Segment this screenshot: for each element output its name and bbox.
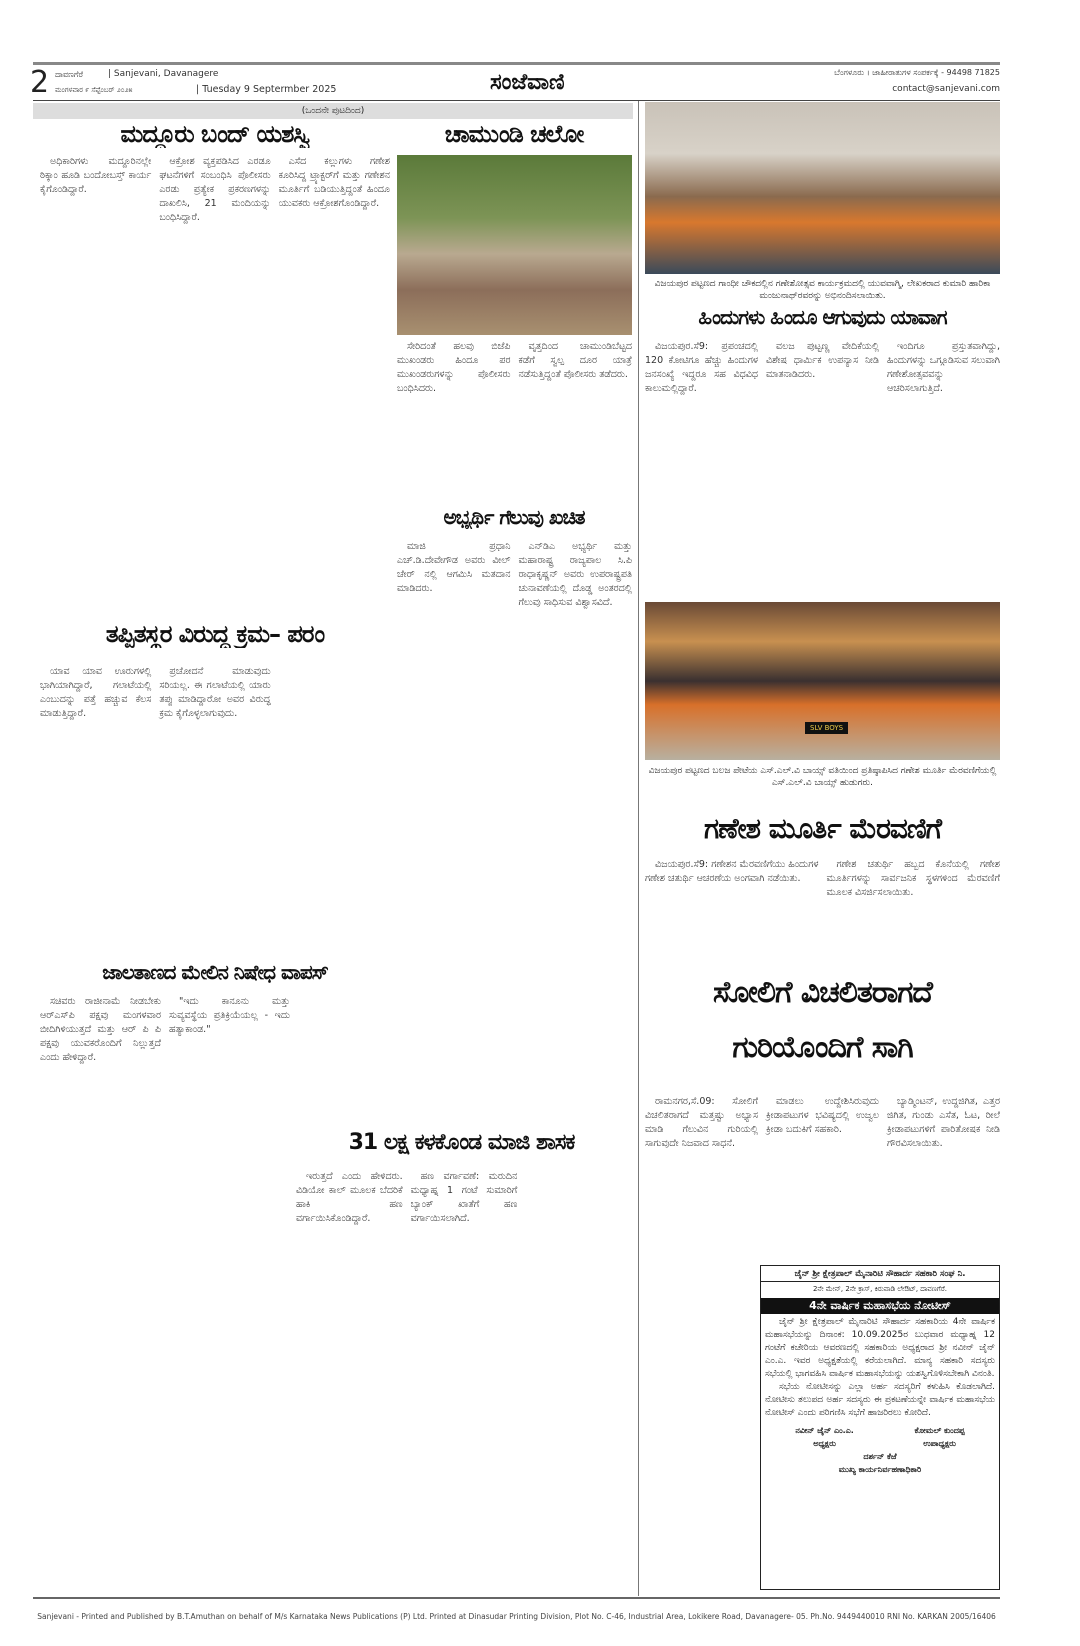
footer-rule (33, 1597, 1000, 1599)
notice-body-1: ಜೈನ್ ಶ್ರೀ ಕ್ಷೇತ್ರಪಾಲ್ ಮೈನಾರಿಟಿ ಸೌಹಾರ್ದ ಸಹಕಾರಿಯ 4ನೇ ವಾರ್ಷಿಕ ಮಹಾಸಭೆಯನ್ನು ದಿನಾಂಕ: 10.09.2025ರ ಬುಧವಾರ ಮಧ್ಯಾಹ್ನ 12 ಗಂಟೆಗೆ ಕಚೇರಿಯ ಆವರಣದಲ್ಲಿ ಸಹಕಾರಿಯ ಅಧ್ಯಕ್ಷರಾದ ಶ್ರೀ ನವೀನ್ ಜೈನ್ ಎಂ.ಎ. ಇವರ ಅಧ್ಯಕ್ಷತೆಯಲ್ಲಿ ಕರೆಯಲಾಗಿದೆ. ಮಾನ್ಯ ಸಹಕಾರಿ ಸದಸ್ಯರು ಸಭೆಯಲ್ಲಿ ಭಾಗವಹಿಸಿ ವಾರ್ಷಿಕ ಮಹಾಸಭೆಯನ್ನು ಯಶಸ್ವಿಗೊಳಿಸಬೇಕಾಗಿ ವಿನಂತಿ. (765, 1317, 995, 1379)
photo-caption-ganesha: ವಿಜಯಪುರ ಪಟ್ಟಣದ ಬಲಜ ಪೇಟೆಯ ಎಸ್.ಎಲ್.ವಿ ಬಾಯ್ಸ್ ವತಿಯಿಂದ ಪ್ರತಿಷ್ಠಾಪಿಸಿದ ಗಣೇಶ ಮೂರ್ತಿ ಮೆರವಣಿಗೆಯಲ್ಲಿ ಎಸ್.ಎಲ್.ವಿ ಬಾಯ್ಸ್ ಹುಡುಗರು. (648, 766, 997, 788)
photo-caption-hindu: ವಿಜಯಪುರ ಪಟ್ಟಣದ ಗಾಂಧೀ ಚೌಕದಲ್ಲಿನ ಗಣೇಶೋತ್ಸವ ಕಾರ್ಯಕ್ರಮದಲ್ಲಿ ಯುವವಾಗ್ಮಿ, ಲೇಖಕರಾದ ಕುಮಾರಿ ಹಾರಿಕಾ ಮಂಜುನಾಥ್‌ರವರನ್ನು ಅಭಿನಂದಿಸಲಾಯಿತು. (654, 279, 991, 301)
date-en: | Tuesday 9 Septermber 2025 (196, 84, 337, 95)
paragraph: ಇಂದಿಗೂ ಪ್ರಸ್ತುತವಾಗಿದ್ದು, ಹಿಂದುಗಳನ್ನು ಒಗ್ಗೂಡಿಸುವ ಸಲುವಾಗಿ ಗಣೇಶೋತ್ಸವವನ್ನು ಆಚರಿಸಲಾಗುತ್ತಿದೆ. (887, 341, 1000, 394)
paragraph: ವಿಜಯಪುರ.ಸೆ9: ಪ್ರಪಂಚದಲ್ಲಿ 120 ಕೋಟಿಗೂ ಹೆಚ್ಚು ಹಿಂದುಗಳ ಜನಸಂಖ್ಯೆ ಇದ್ದರೂ ಸಹ ವಿಧವಿಧ ಕಾಲುಮಲ್ಲಿದ್ದಾರೆ. (645, 341, 758, 394)
paragraph: ಬ್ಯಾಡ್ಮಿಂಟನ್, ಉದ್ದಜಿಗಿತ, ಎತ್ತರ ಜಿಗಿತ, ಗುಂಡು ಎಸೆತ, ಓಟ, ರೀಲೆ ಕ್ರೀಡಾಪಟುಗಳಿಗೆ ಪಾರಿತೋಷಕ ನೀಡಿ ಗೌರವಿಸಲಾಯಿತು. (887, 1096, 1000, 1149)
ad-line: ಬೆಂಗಳೂರು । ಜಾಹೀರಾತುಗಳ ಸಂಪರ್ಕಕ್ಕೆ - 94498 71825 (834, 68, 1000, 77)
imprint-footer: Sanjevani - Printed and Published by B.T.Amuthan on behalf of M/s Karnataka News Publications (P) Ltd. Printed at Dinasudar Printing Division, Plot No. C-46, Industrial Area, Lokikere Road, Davanagere- 05. Ph.No. 9449440010 RNI No. KARKAN 2005/16406 (37, 1612, 996, 1621)
paragraph: ಇರುತ್ತದೆ ಎಂದು ಹೇಳಿದರು. ವಿಡಿಯೋ ಕಾಲ್ ಮೂಲಕ ಬೆದರಿಕೆ ಹಾಕಿ ಹಣ ವರ್ಗಾಯಿಸಿಕೊಂಡಿದ್ದಾರೆ. (296, 1171, 403, 1224)
headline-hindu: ಹಿಂದುಗಳು ಹಿಂದೂ ಆಗುವುದು ಯಾವಾಗ (698, 305, 947, 329)
article-parameshwar-body (40, 665, 390, 955)
headline-chamundi: ಚಾಮುಂಡಿ ಚಲೋ (444, 120, 584, 148)
logo: ಸಂಜೆವಾಣಿ (490, 70, 565, 95)
paragraph: ಹಣ ವರ್ಗಾವಣೆ: ಮರುದಿನ ಮಧ್ಯಾಹ್ನ 1 ಗಂಟೆ ಸುಮಾರಿಗೆ ಬ್ಯಾಂಕ್ ಖಾತೆಗೆ ಹಣ ವರ್ಗಾಯಿಸಲಾಗಿದೆ. (410, 1171, 518, 1224)
headline-ganesha: ಗಣೇಶ ಮೂರ್ತಿ ಮೆರವಣಿಗೆ (704, 812, 941, 845)
paragraph: ಯಾವ ಯಾವ ಊರುಗಳಲ್ಲಿ ಭಾಗಿಯಾಗಿದ್ದಾರೆ, ಗಲಾಟೆಯಲ್ಲಿ ಎಂಬುದನ್ನು ಪತ್ತೆ ಹಚ್ಚುವ ಕೆಲಸ ಮಾಡುತ್ತಿದ್ದಾರೆ. (40, 666, 152, 719)
sign-ceo-role: ಮುಖ್ಯ ಕಾರ್ಯನಿರ್ವಹಣಾಧಿಕಾರಿ (838, 1465, 922, 1474)
paragraph: ಸೇರಿದಂತೆ ಹಲವು ಬಿಜೆಪಿ ಮುಖಂಡರು ಹಿಂದೂ ಪರ ಮುಖಂಡರುಗಳನ್ನು ಪೊಲೀಸರು ಬಂಧಿಸಿದರು. (397, 341, 511, 394)
city-kn: ದಾವಣಗೆರೆ (55, 70, 83, 79)
notice-body-2: ಸಭೆಯ ನೋಟೀಸನ್ನು ಎಲ್ಲಾ ಅರ್ಹ ಸದಸ್ಯರಿಗೆ ಕಳುಹಿಸಿ ಕೊಡಲಾಗಿದೆ. ನೋಟೀಸು ತಲುಪದ ಅರ್ಹ ಸದಸ್ಯರು ಈ ಪ್ರಕಟಣೆಯನ್ನೇ ವಾರ್ಷಿಕ ಮಹಾಸಭೆಯ ನೋಟೀಸ್ ಎಂದು ಪರಿಗಣಿಸಿ ಸಭೆಗೆ ಹಾಜರಿರಲು ಕೋರಿದೆ. (765, 1382, 995, 1418)
date-kn: ಮಂಗಳವಾರ ೯ ಸೆಪ್ಟೆಂಬರ್ ೨೦೨೫ (55, 86, 133, 94)
edition-text: Sanjevani, Davanagere (113, 69, 219, 79)
sign-president-name: ನವೀನ್ ಜೈನ್ ಎಂ.ಎ. (795, 1426, 854, 1435)
article-maddur-body (40, 155, 390, 610)
sign-president-role: ಅಧ್ಯಕ್ಷರು (813, 1439, 836, 1448)
article-ganesha-body (645, 858, 1000, 968)
headline-candidate: ಅಭ್ಯರ್ಥಿ ಗೆಲುವು ಖಚಿತ (443, 505, 585, 529)
article-chamundi-body (397, 340, 632, 500)
contact-email[interactable]: contact@sanjevani.com (892, 84, 1000, 94)
headline-ban: ಜಾಲತಾಣದ ಮೇಲಿನ ನಿಷೇಧ ವಾಪಸ್ (102, 960, 328, 984)
paragraph: ಎನ್‌ಡಿಎ ಅಭ್ಯರ್ಥಿ ಮತ್ತು ಮಹಾರಾಷ್ಟ್ರ ರಾಜ್ಯಪಾಲ ಸಿ.ಪಿ ರಾಧಾಕೃಷ್ಣನ್ ಅವರು ಉಪರಾಷ್ಟ್ರಪತಿ ಚುನಾವಣೆಯಲ್ಲಿ ದೊಡ್ಡ ಅಂತರದಲ್ಲಿ ಗೆಲುವು ಸಾಧಿಸುವ ವಿಶ್ವಾಸವಿದೆ. (518, 541, 632, 608)
chamundi-photo (397, 155, 632, 335)
article-candidate-body (397, 540, 632, 1120)
agm-notice (760, 1265, 1000, 1590)
edition: | Sanjevani, Davanagere (108, 69, 219, 79)
column-divider (638, 101, 639, 1596)
top-rule (33, 62, 1000, 65)
paragraph: ಪ್ರಚೋದನೆ ಮಾಡುವುದು ಸರಿಯಲ್ಲ. ಈ ಗಲಾಟೆಯಲ್ಲಿ ಯಾರು ತಪ್ಪು ಮಾಡಿದ್ದಾರೋ ಅವರ ವಿರುದ್ಧ ಕ್ರಮ ಕೈಗೊಳ್ಳಲಾಗುವುದು. (159, 666, 271, 719)
article-ban-body (40, 995, 290, 1595)
paragraph: ವಿಜಯಪುರ.ಸೆ9: ಗಣೇಶನ ಮೆರವಣಿಗೆಯು ಹಿಂದುಗಳ ಗಣೇಶ ಚತುರ್ಥಿ ಆಚರಣೆಯ ಅಂಗವಾಗಿ ನಡೆಯಿತು. (645, 859, 819, 884)
sign-ceo-name: ದರ್ಶನ್ ಕೆಜೆ (863, 1452, 897, 1461)
page-number: 2 (30, 65, 50, 100)
notice-title: 4ನೇ ವಾರ್ಷಿಕ ಮಹಾಸಭೆಯ ನೋಟೀಸ್ (761, 1298, 999, 1314)
headline-sports-line1: ಸೋಲಿಗೆ ವಿಚಲಿತರಾಗದೆ (712, 975, 932, 1010)
headline-former-mla: 31 ಲಕ್ಷ ಕಳಕೊಂಡ ಮಾಜಿ ಶಾಸಕ (348, 1130, 575, 1155)
date-en-text: Tuesday 9 Septermber 2025 (202, 84, 337, 95)
article-hindu-body (645, 340, 1000, 595)
notice-address: 2ನೇ ಮೇನ್, 2ನೇ ಕ್ರಾಸ್, ಕಿರುವಾಡಿ ಲೇಔಟ್, ದಾವಣಗೆರೆ. (761, 1281, 999, 1296)
paragraph: ಸಚಿವರು ರಾಜೀನಾಮೆ ನೀಡಬೇಕು ಆರ್‌ಎಸ್‌ಪಿ ಪಕ್ಷವು ಮಂಗಳವಾರ ಬೀದಿಗಿಳಿಯುತ್ತದೆ ಮತ್ತು ಆರ್ ಪಿ ಪಿ ಪಕ್ಷವು ಯುವಕರೊಂದಿಗೆ ನಿಲ್ಲುತ್ತದೆ ಎಂದು ಹೇಳಿದ್ದಾರೆ. (40, 996, 161, 1063)
header-rule (33, 100, 1000, 101)
paragraph: ಮಾಜಿ ಪ್ರಧಾನಿ ಎಚ್.ಡಿ.ದೇವೇಗೌಡ ಅವರು ವೀಲ್ ಚೇರ್ ನಲ್ಲಿ ಆಗಮಿಸಿ ಮತದಾನ ಮಾಡಿದರು. (397, 541, 511, 594)
paragraph: ಅಧಿಕಾರಿಗಳು ಮದ್ದೂರಿನಲ್ಲೇ ಠಿಕ್ಕಾಂ ಹೂಡಿ ಬಂದೋಬಸ್ತ್ ಕಾರ್ಯ ಕೈಗೊಂಡಿದ್ದಾರೆ. (40, 156, 152, 195)
paragraph: ವೃತ್ತದಿಂದ ಚಾಮುಂಡಿಬೆಟ್ಟದ ಕಡೆಗೆ ಸ್ವಲ್ಪ ದೂರ ಯಾತ್ರೆ ನಡೆಸುತ್ತಿದ್ದಂತೆ ಪೊಲೀಸರು ತಡೆದರು. (518, 341, 632, 380)
slv-boys-photo (645, 602, 1000, 760)
slv-boys-banner: SLV BOYS (805, 722, 848, 734)
article-sports-body (645, 1095, 1000, 1260)
sign-vp-name: ಕೋಮಲ್ ಕುಂದಪ್ಪ (914, 1426, 965, 1435)
paragraph: ವಲಜ ಪುಟ್ಟಣ್ಣ ವೇದಿಕೆಯಲ್ಲಿ ವಿಶೇಷ ಧಾರ್ಮಿಕ ಉಪನ್ಯಾಸ ನೀಡಿ ಮಾತನಾಡಿದರು. (766, 341, 879, 380)
paragraph: ರಾಮನಗರ,ಸೆ.09: ಸೋಲಿಗೆ ವಿಚಲಿತರಾಗದೆ ಮತ್ತಷ್ಟು ಅಭ್ಯಾಸ ಮಾಡಿ ಗೆಲುವಿನ ಗುರಿಯಲ್ಲಿ ಸಾಗುವುದೇ ನಿಜವಾದ ಸಾಧನೆ. (645, 1096, 758, 1149)
headline-maddur: ಮದ್ದೂರು ಬಂದ್ ಯಶಸ್ವಿ (120, 120, 310, 148)
ganeshotsava-photo (645, 102, 1000, 274)
continued-banner: (ಒಂದನೇ ಪುಟದಿಂದ) (33, 103, 633, 119)
headline-parameshwar: ತಪ್ಪಿತಸ್ಥರ ವಿರುದ್ಧ ಕ್ರಮ– ಪರಂ (105, 620, 325, 648)
paragraph: "ಇದು ಕಾನೂನು ಮತ್ತು ಸುವ್ಯವಸ್ಥೆಯ ಪ್ರತಿಕ್ರಿಯೆಯಲ್ಲ - ಇದು ಹತ್ಯಾಕಾಂಡ." (169, 996, 290, 1035)
paragraph: ಎಸೆದ ಕಲ್ಲುಗಳು ಗಣೇಶ ಕೂರಿಸಿದ್ದ ಟ್ರ್ಯಾಕ್ಟರ್‌ಗೆ ಮತ್ತು ಗಣೇಶನ ಮೂರ್ತಿಗೆ ಬಡಿಯುತ್ತಿದ್ದಂತೆ ಹಿಂದೂ ಯುವಕರು ಆಕ್ರೋಶಗೊಂಡಿದ್ದಾರೆ. (278, 156, 390, 209)
headline-sports-line2: ಗುರಿಯೊಂದಿಗೆ ಸಾಗಿ (732, 1030, 913, 1065)
article-former-mla-body (296, 1170, 632, 1595)
sign-vp-role: ಉಪಾಧ್ಯಕ್ಷರು (923, 1439, 956, 1448)
paragraph: ಮಾಡಲು ಉದ್ದೇಶಿಸಿರುವುದು ಕ್ರೀಡಾಪಟುಗಳ ಭವಿಷ್ಯದಲ್ಲಿ ಉಜ್ವಲ ಕ್ರೀಡಾ ಬದುಕಿಗೆ ಸಹಕಾರಿ. (766, 1096, 879, 1135)
notice-org: ಜೈನ್ ಶ್ರೀ ಕ್ಷೇತ್ರಪಾಲ್ ಮೈನಾರಿಟಿ ಸೌಹಾರ್ದ ಸಹಕಾರಿ ಸಂಘ ನಿ. (794, 1269, 966, 1279)
paragraph: ಗಣೇಶ ಚತುರ್ಥಿ ಹಬ್ಬದ ಕೊನೆಯಲ್ಲಿ ಗಣೇಶ ಮೂರ್ತಿಗಳನ್ನು ಸಾರ್ವಜನಿಕ ಸ್ಥಳಗಳಿಂದ ಮೆರವಣಿಗೆ ಮೂಲಕ ವಿಸರ್ಜಿಸಲಾಯಿತು. (826, 859, 1000, 898)
paragraph: ಆಕ್ರೋಶ ವ್ಯಕ್ತಪಡಿಸಿದ ಎರಡೂ ಘಟನೆಗಳಿಗೆ ಸಂಬಂಧಿಸಿ ಪೊಲೀಸರು ಎರಡು ಪ್ರತ್ಯೇಕ ಪ್ರಕರಣಗಳನ್ನು ದಾಖಲಿಸಿ, 21 ಮಂದಿಯನ್ನು ಬಂಧಿಸಿದ್ದಾರೆ. (159, 156, 271, 223)
